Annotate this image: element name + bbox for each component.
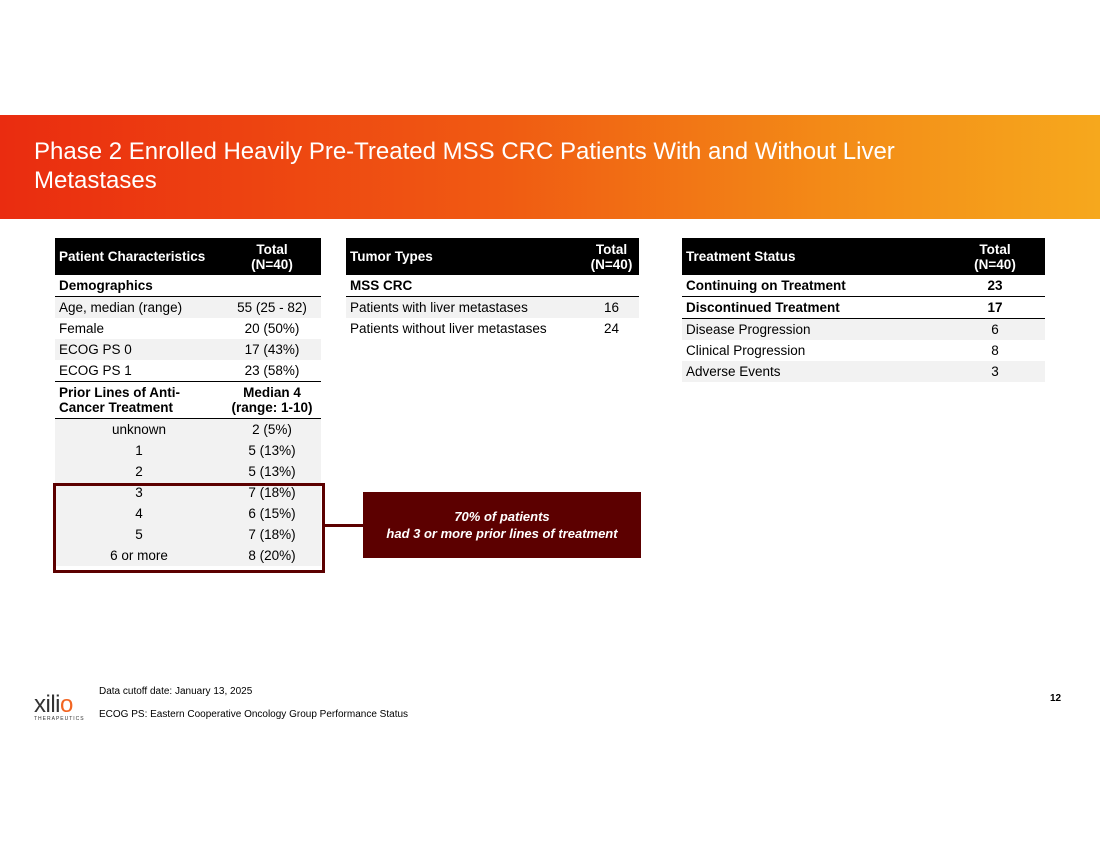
header-label: Tumor Types [346,238,584,275]
table-row [346,318,639,339]
table-row [55,419,321,441]
row-label: Patients without liver metastases [350,321,547,336]
row-value: 16 [584,297,639,319]
row-label: Adverse Events [682,361,945,382]
row-label: ECOG PS 1 [55,360,223,382]
table-row [682,340,1045,361]
table-row [346,297,639,319]
row-discontinued [682,297,1045,319]
section-label: MSS CRC [346,275,639,297]
table-row [55,297,321,319]
row-value: 24 [603,321,620,336]
row-label: Female [59,321,105,336]
row-value: 55 (25 - 82) [223,297,321,319]
callout-box [363,492,641,558]
row-value: 23 (58%) [223,360,321,382]
row-value: 6 (15%) [223,503,321,524]
row-label: 6 or more [55,545,223,566]
table-header [682,238,1045,275]
header-total: Total (N=40) [584,238,639,275]
header-total: Total (N=40) [223,238,321,275]
row-value: 3 [945,361,1045,382]
table-row [682,361,1045,382]
table-row [682,319,1045,341]
section-value: Median 4 (range: 1-10) [223,382,321,419]
section-row-mss-crc [346,275,639,297]
section-label: Demographics [55,275,321,297]
tumor-types-table [346,238,639,339]
row-label: Patients with liver metastases [346,297,584,319]
row-label: ECOG PS 0 [55,339,223,360]
highlight-box [53,483,325,573]
row-label: Disease Progression [682,319,945,341]
row-label: 5 [55,524,223,545]
section-row-demographics [55,275,321,297]
data-cutoff-note: Data cutoff date: January 13, 2025 [99,686,253,697]
table-header [55,238,321,275]
title-banner [0,115,1100,219]
callout-connector [322,524,364,527]
row-value: 17 (43%) [223,339,321,360]
row-value: 8 [991,343,999,358]
table-row [55,461,321,482]
row-label: Age, median (range) [55,297,223,319]
row-label: 2 [55,461,223,482]
row-value: 17 [945,297,1045,319]
row-label: 4 [55,503,223,524]
callout-line-1: 70% of patients [454,509,550,524]
row-value: 8 (20%) [223,545,321,566]
row-label: Clinical Progression [686,343,806,358]
table-row [55,360,321,382]
row-value: 5 (13%) [223,440,321,461]
row-value: 20 (50%) [244,321,300,336]
table-row [55,440,321,461]
row-label: unknown [55,419,223,441]
row-value: 6 [945,319,1045,341]
ecog-footnote: ECOG PS: Eastern Cooperative Oncology Group Performance Status [99,709,409,720]
table-header [346,238,639,275]
treatment-status-table [682,238,1045,382]
row-value: 7 (18%) [223,482,321,503]
row-value: 2 (5%) [223,419,321,441]
table-row [55,339,321,360]
company-logo: xilio THERAPEUTICS [34,691,85,722]
row-label: 1 [55,440,223,461]
callout-line-2: had 3 or more prior lines of treatment [386,526,618,541]
row-value: 5 (13%) [223,461,321,482]
section-row-prior-lines [55,382,321,419]
row-value: 7 (18%) [223,524,321,545]
table-row [55,318,321,339]
row-continuing [682,275,1045,297]
row-label: Continuing on Treatment [682,275,945,297]
page-number: 12 [1050,693,1062,704]
section-label: Prior Lines of Anti- Cancer Treatment [55,382,223,419]
row-label: Discontinued Treatment [682,297,945,319]
row-value: 23 [945,275,1045,297]
header-label: Treatment Status [682,238,945,275]
row-label: 3 [55,482,223,503]
header-total: Total (N=40) [945,238,1045,275]
page-title: Phase 2 Enrolled Heavily Pre-Treated MSS CRC Patients With and Without Liver Metastases [34,138,895,194]
header-label: Patient Characteristics [55,238,223,275]
